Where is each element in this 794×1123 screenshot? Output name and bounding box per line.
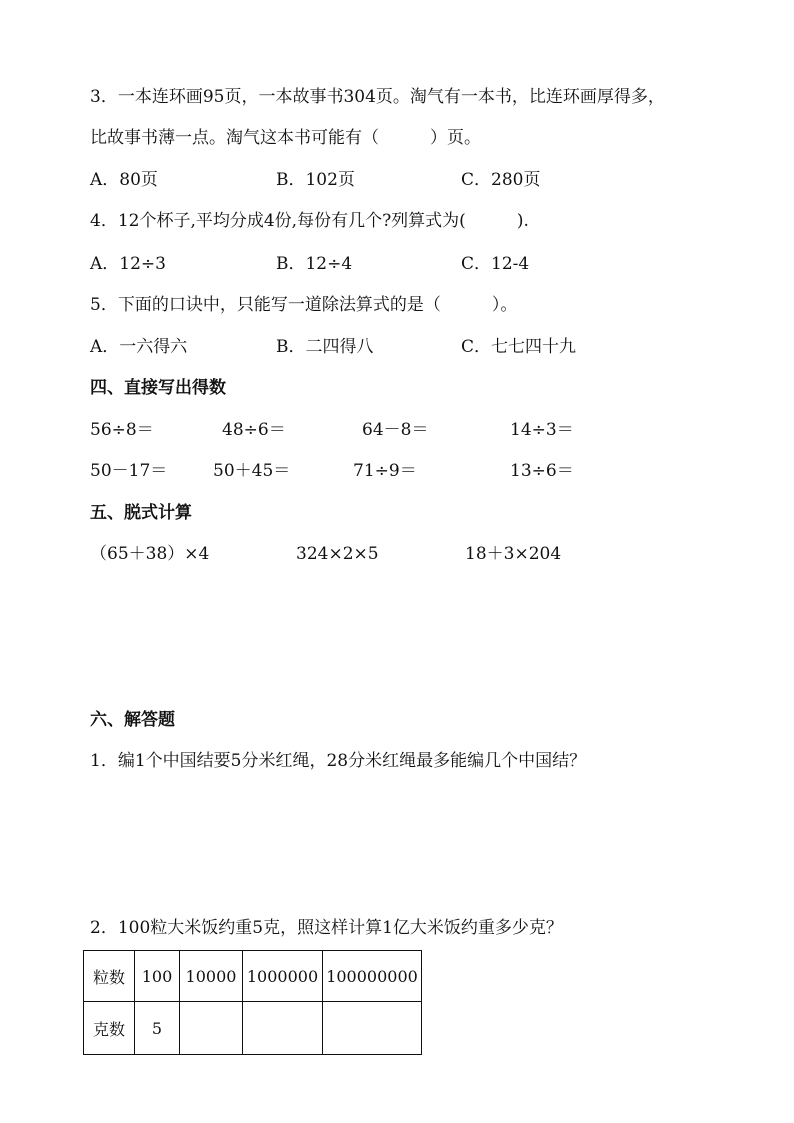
table-cell: 1000000 — [243, 951, 323, 1002]
table-cell: 100000000 — [323, 951, 422, 1002]
section-6-title: 六、解答题 — [90, 710, 175, 730]
section-4-title: 四、直接写出得数 — [90, 378, 226, 398]
mental-math-item: 50－17＝ — [90, 461, 168, 481]
mental-math-item: 71÷9＝ — [353, 461, 417, 481]
question-5-option-a: A．一六得六 — [90, 337, 188, 357]
mental-math-item: 14÷3＝ — [510, 420, 574, 440]
question-5-text: 5．下面的口诀中，只能写一道除法算式的是（ ）。 — [90, 295, 518, 315]
table-header-cell: 粒数 — [84, 951, 135, 1002]
mental-math-item: 50＋45＝ — [213, 461, 291, 481]
mental-math-item: 64－8＝ — [362, 420, 429, 440]
mental-math-item: 56÷8＝ — [90, 420, 154, 440]
mental-math-item: 48÷6＝ — [222, 420, 286, 440]
question-3-line-1: 3．一本连环画95页，一本故事书304页。淘气有一本书，比连环画厚得多， — [90, 87, 665, 107]
question-4-option-c: C．12-4 — [461, 254, 530, 274]
word-problem-1: 1．编1个中国结要5分米红绳，28分米红绳最多能编几个中国结？ — [90, 751, 587, 771]
question-4-option-a: A．12÷3 — [90, 254, 166, 274]
question-4-option-b: B．12÷4 — [276, 254, 353, 274]
table-cell: 100 — [135, 951, 180, 1002]
calculation-item: 324×2×5 — [296, 544, 379, 564]
word-problem-2: 2．100粒大米饭约重5克，照这样计算1亿大米饭约重多少克？ — [90, 918, 563, 938]
grain-weight-table — [83, 950, 422, 1055]
question-3-option-c: C．280页 — [461, 170, 541, 190]
question-3-option-b: B．102页 — [276, 170, 355, 190]
question-5-option-b: B．二四得八 — [276, 337, 374, 357]
table-header-cell: 克数 — [84, 1002, 135, 1055]
mental-math-item: 13÷6＝ — [510, 461, 574, 481]
table-cell: 10000 — [180, 951, 243, 1002]
calculation-item: 18＋3×204 — [465, 544, 562, 564]
table-row — [84, 951, 422, 1002]
table-cell-blank[interactable] — [323, 1002, 422, 1055]
table-cell: 5 — [135, 1002, 180, 1055]
table-cell-blank[interactable] — [180, 1002, 243, 1055]
table-cell-blank[interactable] — [243, 1002, 323, 1055]
question-3-line-2: 比故事书薄一点。淘气这本书可能有（ ）页。 — [90, 128, 481, 148]
table-row — [84, 1002, 422, 1055]
calculation-item: （65＋38）×4 — [90, 544, 210, 564]
question-3-option-a: A．80页 — [90, 170, 158, 190]
section-5-title: 五、脱式计算 — [90, 503, 192, 523]
question-5-option-c: C．七七四十九 — [461, 337, 577, 357]
question-4-text: 4．12个杯子,平均分成4份,每份有几个?列算式为( ). — [90, 211, 529, 231]
